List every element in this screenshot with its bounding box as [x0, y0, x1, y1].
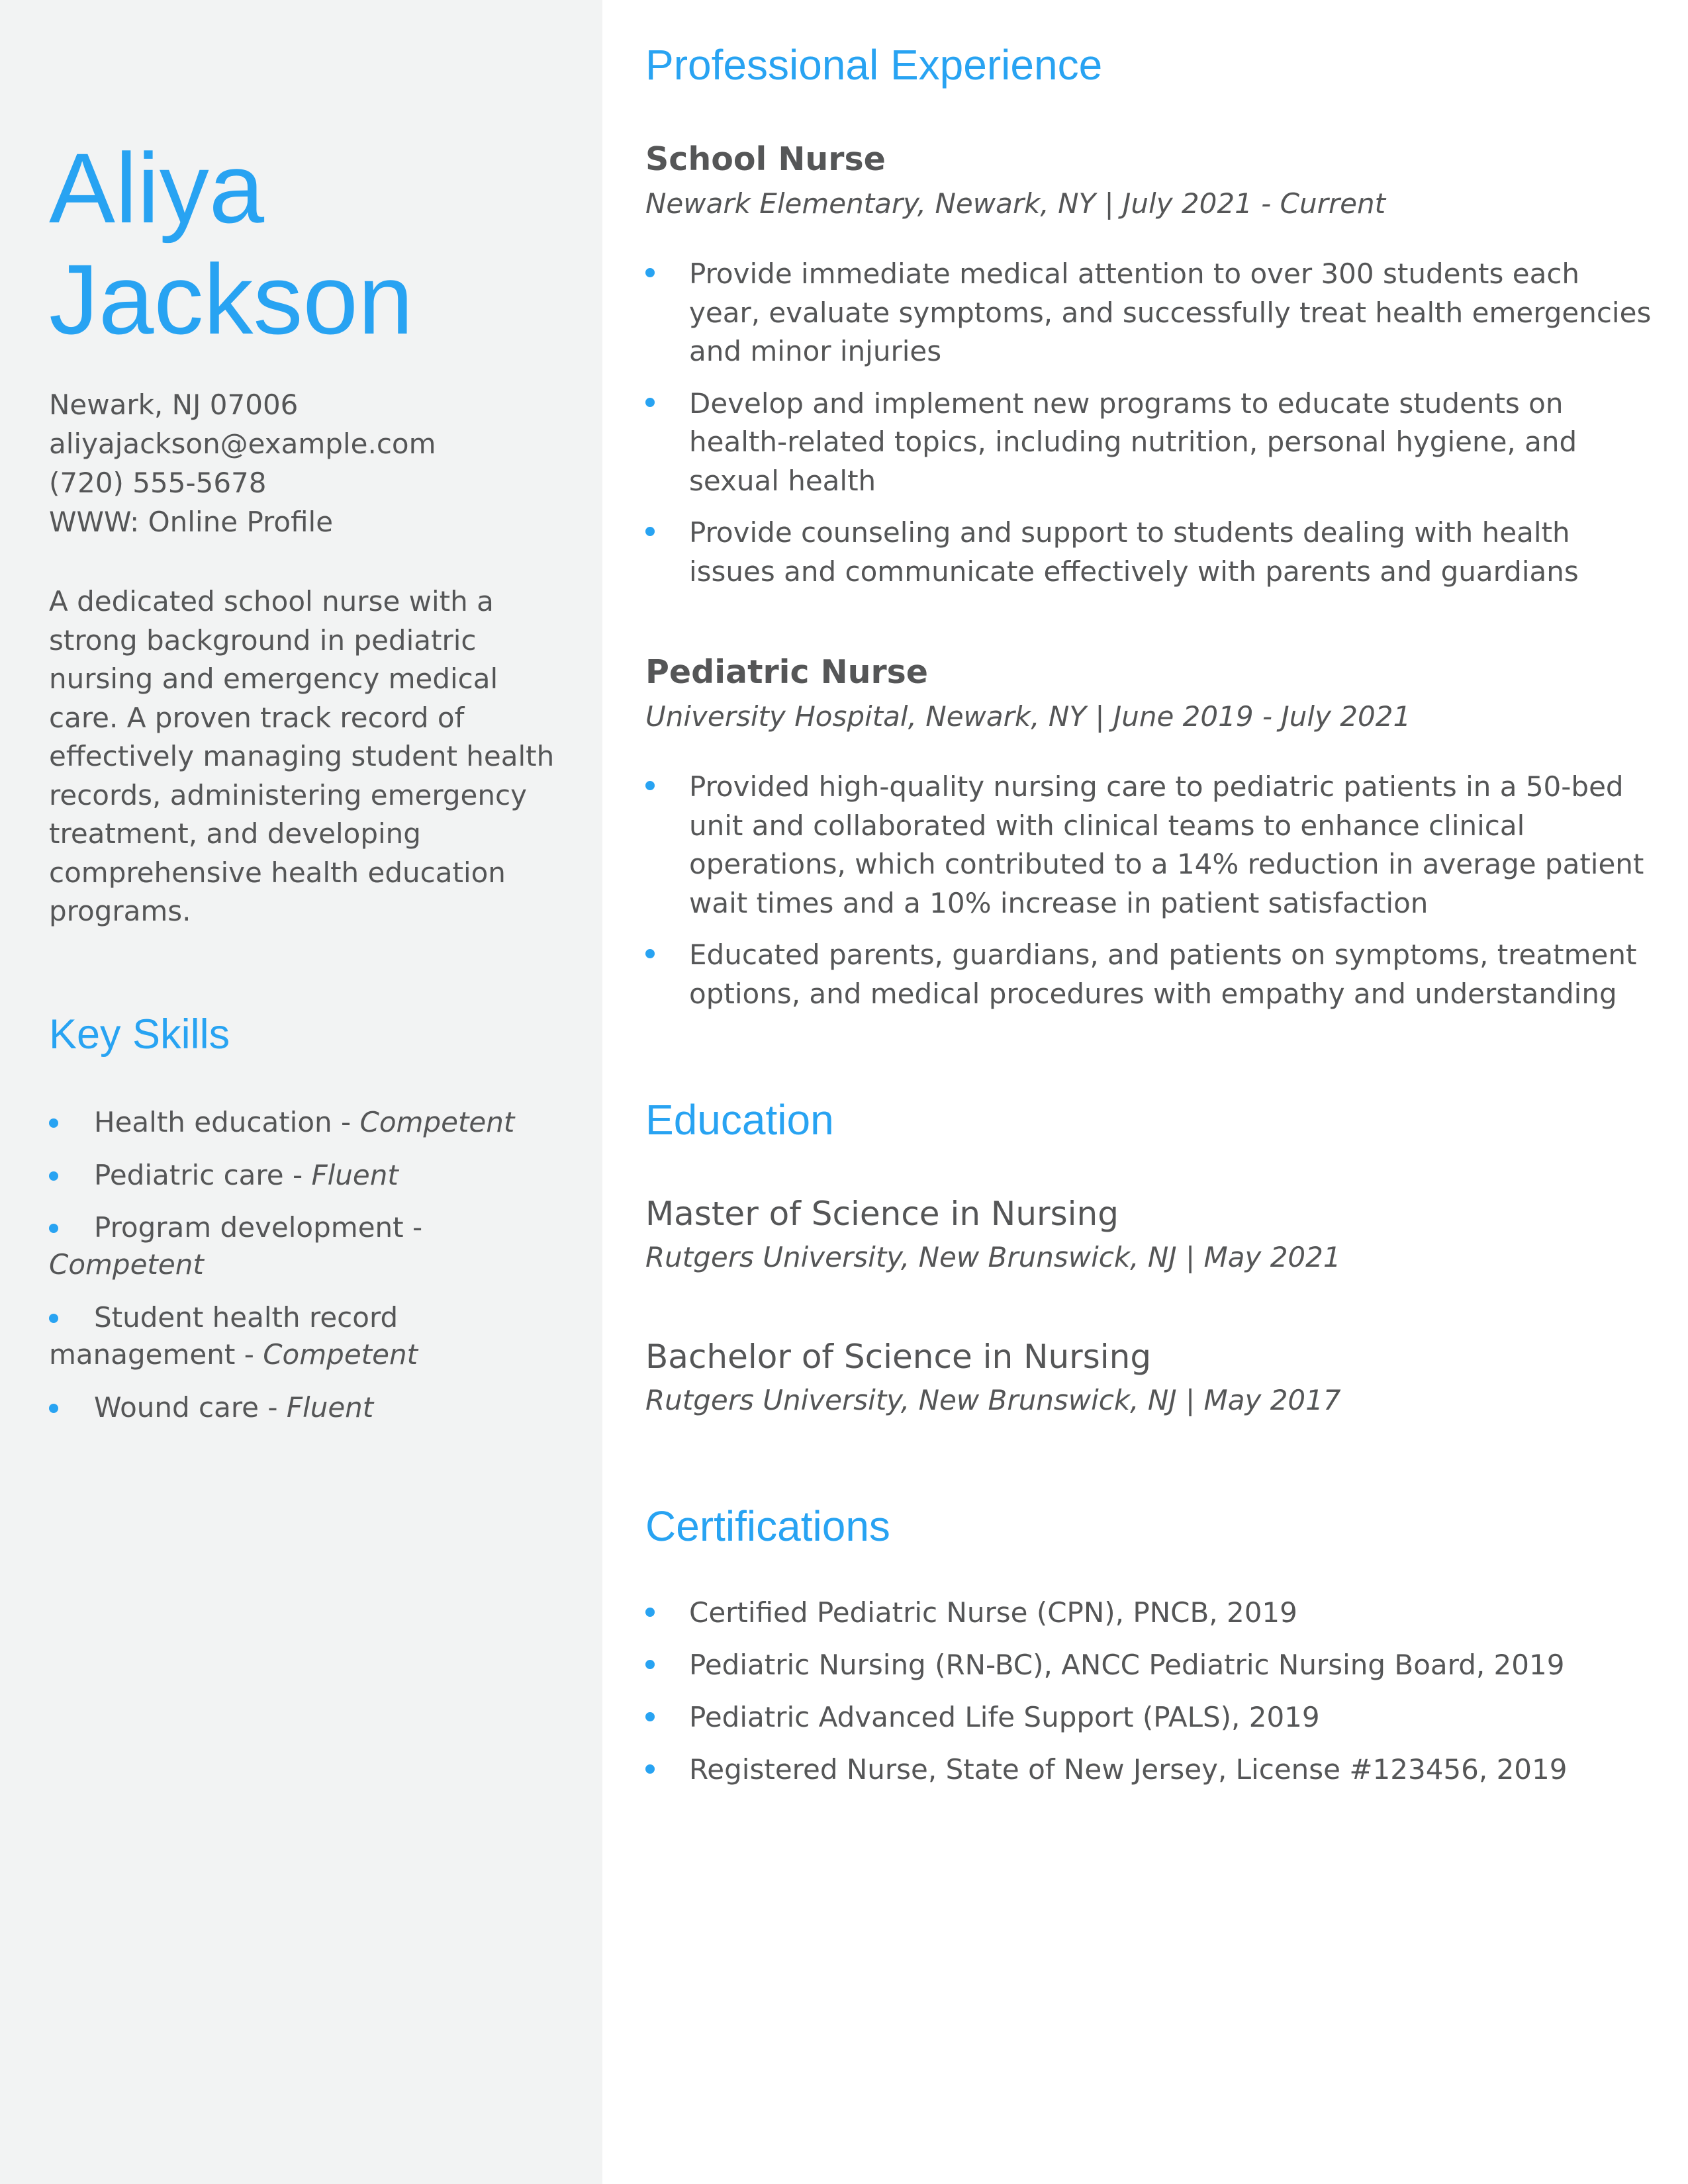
- bullet-icon: [645, 398, 655, 407]
- certifications-list: [645, 1594, 1652, 1803]
- last-name: Jackson: [49, 244, 414, 355]
- candidate-name: [49, 132, 413, 355]
- job-bullet: [645, 768, 1652, 923]
- job-bullet-text: Provide immediate medical attention to over 300 students each year, evaluate symptoms, and successfully treat health emergencies and minor injuries: [689, 257, 1652, 367]
- address: Newark, NJ 07006: [49, 388, 299, 421]
- certification-item: [645, 1699, 1652, 1736]
- bullet-icon: [645, 1764, 655, 1774]
- job-bullet: [645, 255, 1652, 371]
- skill-separator: -: [235, 1338, 263, 1371]
- job-meta: Newark Elementary, Newark, NY | July 2021 - Current: [645, 187, 1386, 220]
- bullet-icon: [49, 1314, 58, 1323]
- certification-item: [645, 1647, 1652, 1684]
- skill-separator: -: [283, 1159, 312, 1191]
- job-title: Pediatric Nurse: [645, 653, 929, 691]
- degree-title: Master of Science in Nursing: [645, 1195, 1119, 1233]
- skill-name: Wound care: [94, 1391, 259, 1424]
- skill-name: Student health record management: [49, 1301, 399, 1371]
- skill-item: [49, 1104, 526, 1141]
- skill-name: Program development: [94, 1211, 404, 1244]
- job-meta: University Hospital, Newark, NY | June 2019 - July 2021: [645, 700, 1411, 733]
- skill-level: Competent: [263, 1338, 418, 1371]
- job-bullet-text: Provided high-quality nursing care to pediatric patients in a 50-bed unit and collaborated with clinical teams to enhance clinical operations, which contributed to a 14% reduction in average patient wait times and a 10% increase in patient satisfaction: [689, 770, 1644, 919]
- website-link[interactable]: WWW: Online Profile: [49, 506, 334, 538]
- job-title: School Nurse: [645, 140, 886, 178]
- skill-level: Fluent: [286, 1391, 374, 1424]
- job-bullets: [645, 255, 1652, 604]
- certification-item: [645, 1594, 1652, 1631]
- professional-summary: A dedicated school nurse with a strong background in pediatric nursing and emergency medical care. A proven track record of effectively managing student health records, administering emergency treatment, and developing comprehensive health education programs.: [49, 585, 555, 927]
- certifications-heading: Certifications: [645, 1502, 890, 1550]
- skill-item: [49, 1389, 526, 1426]
- certification-text: Pediatric Advanced Life Support (PALS), 2019: [689, 1701, 1320, 1733]
- skill-name: Pediatric care: [94, 1159, 284, 1191]
- skill-level: Fluent: [311, 1159, 399, 1191]
- job-bullet-text: Educated parents, guardians, and patients on symptoms, treatment options, and medical procedures with empathy and understanding: [689, 938, 1637, 1010]
- job-bullet: [645, 385, 1652, 501]
- bullet-icon: [49, 1224, 58, 1233]
- job-bullet-text: Provide counseling and support to students dealing with health issues and communicate effectively with parents and guardians: [689, 516, 1579, 588]
- bullet-icon: [645, 949, 655, 958]
- skill-item: [49, 1157, 526, 1194]
- bullet-icon: [645, 1660, 655, 1669]
- bullet-icon: [49, 1171, 58, 1181]
- sidebar: [0, 0, 602, 2184]
- degree-meta: Rutgers University, New Brunswick, NJ | May 2017: [645, 1384, 1341, 1416]
- certification-text: Registered Nurse, State of New Jersey, License #123456, 2019: [689, 1753, 1568, 1786]
- skill-level: Competent: [49, 1248, 204, 1281]
- bullet-icon: [49, 1118, 58, 1128]
- bullet-icon: [645, 1712, 655, 1721]
- bullet-icon: [645, 781, 655, 790]
- skill-separator: -: [403, 1211, 423, 1244]
- skills-heading: Key Skills: [49, 1011, 230, 1058]
- contact-info: [49, 385, 436, 541]
- bullet-icon: [49, 1404, 58, 1413]
- skill-level: Competent: [359, 1106, 515, 1138]
- job-bullets: [645, 768, 1652, 1026]
- certification-text: Pediatric Nursing (RN-BC), ANCC Pediatric Nursing Board, 2019: [689, 1649, 1565, 1681]
- skill-separator: -: [332, 1106, 360, 1138]
- certification-text: Certified Pediatric Nurse (CPN), PNCB, 2019: [689, 1596, 1297, 1629]
- experience-heading: Professional Experience: [645, 41, 1103, 89]
- skill-item: [49, 1299, 526, 1373]
- bullet-icon: [645, 1608, 655, 1617]
- skills-list: [49, 1104, 526, 1442]
- job-bullet-text: Develop and implement new programs to educate students on health-related topics, including nutrition, personal hygiene, and sexual health: [689, 387, 1577, 497]
- first-name: Aliya: [49, 132, 265, 244]
- main-content: [602, 0, 1688, 2184]
- degree-meta: Rutgers University, New Brunswick, NJ | May 2021: [645, 1241, 1341, 1273]
- bullet-icon: [645, 268, 655, 277]
- bullet-icon: [645, 527, 655, 536]
- phone[interactable]: (720) 555-5678: [49, 467, 267, 499]
- email[interactable]: aliyajackson@example.com: [49, 428, 436, 460]
- education-heading: Education: [645, 1096, 834, 1144]
- job-bullet: [645, 514, 1652, 591]
- skill-item: [49, 1209, 526, 1283]
- degree-title: Bachelor of Science in Nursing: [645, 1338, 1152, 1376]
- certification-item: [645, 1751, 1652, 1788]
- job-bullet: [645, 936, 1652, 1013]
- skill-separator: -: [259, 1391, 287, 1424]
- skill-name: Health education: [94, 1106, 332, 1138]
